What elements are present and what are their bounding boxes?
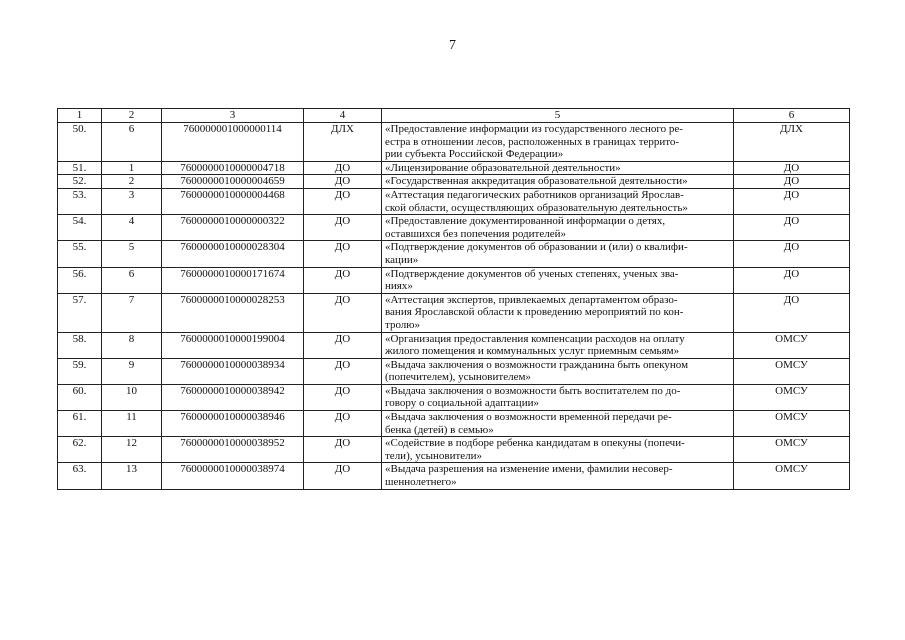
service-name-line: тели), усыновители» bbox=[385, 449, 483, 462]
column-header: 1 bbox=[58, 109, 102, 123]
organization-code: ДО bbox=[304, 384, 382, 410]
service-name-line: «Аттестация педагогических работников организаций Ярослав- bbox=[385, 188, 684, 201]
sub-number: 2 bbox=[102, 175, 162, 189]
table-row bbox=[58, 384, 850, 410]
service-name-line: жилого помещения и коммунальных услуг приемным семьям» bbox=[385, 345, 680, 358]
table-row bbox=[58, 293, 850, 332]
responsible-body: ДО bbox=[734, 293, 850, 332]
service-code: 7600000010000171674 bbox=[162, 267, 304, 293]
responsible-body: ДО bbox=[734, 188, 850, 214]
row-number: 58. bbox=[58, 332, 102, 358]
column-header: 6 bbox=[734, 109, 850, 123]
service-name bbox=[382, 123, 734, 162]
service-name-line: естра в отношении лесов, расположенных в границах террито- bbox=[385, 135, 680, 148]
services-table bbox=[57, 108, 850, 490]
responsible-body: ОМСУ bbox=[734, 463, 850, 489]
service-code: 7600000010000000322 bbox=[162, 215, 304, 241]
sub-number: 13 bbox=[102, 463, 162, 489]
responsible-body: ОМСУ bbox=[734, 384, 850, 410]
row-number: 62. bbox=[58, 437, 102, 463]
organization-code: ДО bbox=[304, 267, 382, 293]
service-name-line: «Аттестация экспертов, привлекаемых департаментом образо- bbox=[385, 293, 678, 306]
organization-code: ДО bbox=[304, 293, 382, 332]
organization-code: ДО bbox=[304, 437, 382, 463]
row-number: 52. bbox=[58, 175, 102, 189]
service-name-line: «Выдача разрешения на изменение имени, фамилии несовер- bbox=[385, 463, 673, 476]
row-number: 50. bbox=[58, 123, 102, 162]
service-name bbox=[382, 437, 734, 463]
service-code: 7600000010000038942 bbox=[162, 384, 304, 410]
service-name bbox=[382, 358, 734, 384]
table-row bbox=[58, 161, 850, 175]
service-code: 7600000010000004659 bbox=[162, 175, 304, 189]
table-row bbox=[58, 175, 850, 189]
service-name-line: рии субъекта Российской Федерации» bbox=[385, 148, 564, 161]
row-number: 53. bbox=[58, 188, 102, 214]
service-name bbox=[382, 384, 734, 410]
responsible-body: ДО bbox=[734, 175, 850, 189]
organization-code: ДО bbox=[304, 332, 382, 358]
sub-number: 3 bbox=[102, 188, 162, 214]
sub-number: 10 bbox=[102, 384, 162, 410]
responsible-body: ДО bbox=[734, 161, 850, 175]
row-number: 63. bbox=[58, 463, 102, 489]
service-name-line: ниях» bbox=[385, 280, 413, 293]
responsible-body: ДО bbox=[734, 267, 850, 293]
organization-code: ДО bbox=[304, 175, 382, 189]
organization-code: ДО bbox=[304, 411, 382, 437]
service-name-line: «Выдача заключения о возможности быть воспитателем по до- bbox=[385, 384, 681, 397]
page-number: 7 bbox=[449, 38, 456, 53]
service-code: 7600000010000004718 bbox=[162, 161, 304, 175]
table-row bbox=[58, 411, 850, 437]
service-name bbox=[382, 293, 734, 332]
table-row bbox=[58, 241, 850, 267]
service-name-line: ской области, осуществляющих образовательную деятельность» bbox=[385, 201, 688, 214]
service-name-line: «Организация предоставления компенсации расходов на оплату bbox=[385, 332, 685, 345]
service-name-line: «Предоставление информации из государственного лесного ре- bbox=[385, 123, 683, 135]
organization-code: ДО bbox=[304, 463, 382, 489]
service-code: 7600000010000199004 bbox=[162, 332, 304, 358]
service-code: 7600000010000028253 bbox=[162, 293, 304, 332]
row-number: 61. bbox=[58, 411, 102, 437]
column-header: 5 bbox=[382, 109, 734, 123]
service-name-line: кации» bbox=[385, 253, 419, 266]
service-code: 7600000010000028304 bbox=[162, 241, 304, 267]
service-name bbox=[382, 411, 734, 437]
organization-code: ДО bbox=[304, 241, 382, 267]
service-name-line: оставшихся без попечения родителей» bbox=[385, 227, 566, 240]
service-name bbox=[382, 267, 734, 293]
row-number: 56. bbox=[58, 267, 102, 293]
service-name-line: бенка (детей) в семью» bbox=[385, 423, 494, 436]
row-number: 55. bbox=[58, 241, 102, 267]
column-header: 4 bbox=[304, 109, 382, 123]
sub-number: 6 bbox=[102, 123, 162, 162]
service-name bbox=[382, 332, 734, 358]
table-row bbox=[58, 332, 850, 358]
sub-number: 11 bbox=[102, 411, 162, 437]
service-name bbox=[382, 188, 734, 214]
organization-code: ДО bbox=[304, 161, 382, 175]
row-number: 60. bbox=[58, 384, 102, 410]
service-code: 7600000010000038952 bbox=[162, 437, 304, 463]
service-name-line: «Лицензирование образовательной деятельности» bbox=[385, 161, 621, 174]
service-name-line: «Предоставление документированной информации о детях, bbox=[385, 215, 666, 228]
service-name-line: «Выдача заключения о возможности временной передачи ре- bbox=[385, 411, 672, 424]
service-name-line: вания Ярославской области к проведению мероприятий по кон- bbox=[385, 306, 684, 319]
column-header: 3 bbox=[162, 109, 304, 123]
organization-code: ДЛХ bbox=[304, 123, 382, 162]
service-name-line: тролю» bbox=[385, 318, 421, 331]
table-row bbox=[58, 123, 850, 162]
organization-code: ДО bbox=[304, 215, 382, 241]
table-header-row bbox=[58, 109, 850, 123]
organization-code: ДО bbox=[304, 188, 382, 214]
service-name-line: говору о социальной адаптации» bbox=[385, 397, 539, 410]
service-name bbox=[382, 241, 734, 267]
sub-number: 7 bbox=[102, 293, 162, 332]
responsible-body: ДЛХ bbox=[734, 123, 850, 162]
sub-number: 9 bbox=[102, 358, 162, 384]
responsible-body: ДО bbox=[734, 215, 850, 241]
responsible-body: ДО bbox=[734, 241, 850, 267]
sub-number: 5 bbox=[102, 241, 162, 267]
service-name-line: «Содействие в подборе ребенка кандидатам в опекуны (попечи- bbox=[385, 437, 685, 450]
service-code: 7600000010000038934 bbox=[162, 358, 304, 384]
service-name-line: шеннолетнего» bbox=[385, 476, 457, 489]
service-name bbox=[382, 175, 734, 189]
table-row bbox=[58, 437, 850, 463]
service-code: 7600000010000038974 bbox=[162, 463, 304, 489]
service-name bbox=[382, 463, 734, 489]
service-name bbox=[382, 215, 734, 241]
service-name-line: «Подтверждение документов об образовании и (или) о квалифи- bbox=[385, 241, 688, 254]
sub-number: 12 bbox=[102, 437, 162, 463]
responsible-body: ОМСУ bbox=[734, 437, 850, 463]
organization-code: ДО bbox=[304, 358, 382, 384]
table-row bbox=[58, 215, 850, 241]
row-number: 51. bbox=[58, 161, 102, 175]
row-number: 54. bbox=[58, 215, 102, 241]
sub-number: 1 bbox=[102, 161, 162, 175]
sub-number: 4 bbox=[102, 215, 162, 241]
service-code: 7600000010000038946 bbox=[162, 411, 304, 437]
service-code: 7600000010000004468 bbox=[162, 188, 304, 214]
table-row bbox=[58, 267, 850, 293]
row-number: 57. bbox=[58, 293, 102, 332]
service-name bbox=[382, 161, 734, 175]
sub-number: 8 bbox=[102, 332, 162, 358]
service-name-line: «Выдача заключения о возможности гражданина быть опекуном bbox=[385, 358, 689, 371]
row-number: 59. bbox=[58, 358, 102, 384]
service-name-line: (попечителем), усыновителем» bbox=[385, 371, 531, 384]
responsible-body: ОМСУ bbox=[734, 358, 850, 384]
sub-number: 6 bbox=[102, 267, 162, 293]
service-name-line: «Подтверждение документов об ученых степенях, ученых зва- bbox=[385, 267, 679, 280]
table-row bbox=[58, 188, 850, 214]
responsible-body: ОМСУ bbox=[734, 332, 850, 358]
table-row bbox=[58, 358, 850, 384]
service-code: 760000001000000114 bbox=[162, 123, 304, 162]
column-header: 2 bbox=[102, 109, 162, 123]
table-row bbox=[58, 463, 850, 489]
responsible-body: ОМСУ bbox=[734, 411, 850, 437]
service-name-line: «Государственная аккредитация образовательной деятельности» bbox=[385, 175, 688, 188]
